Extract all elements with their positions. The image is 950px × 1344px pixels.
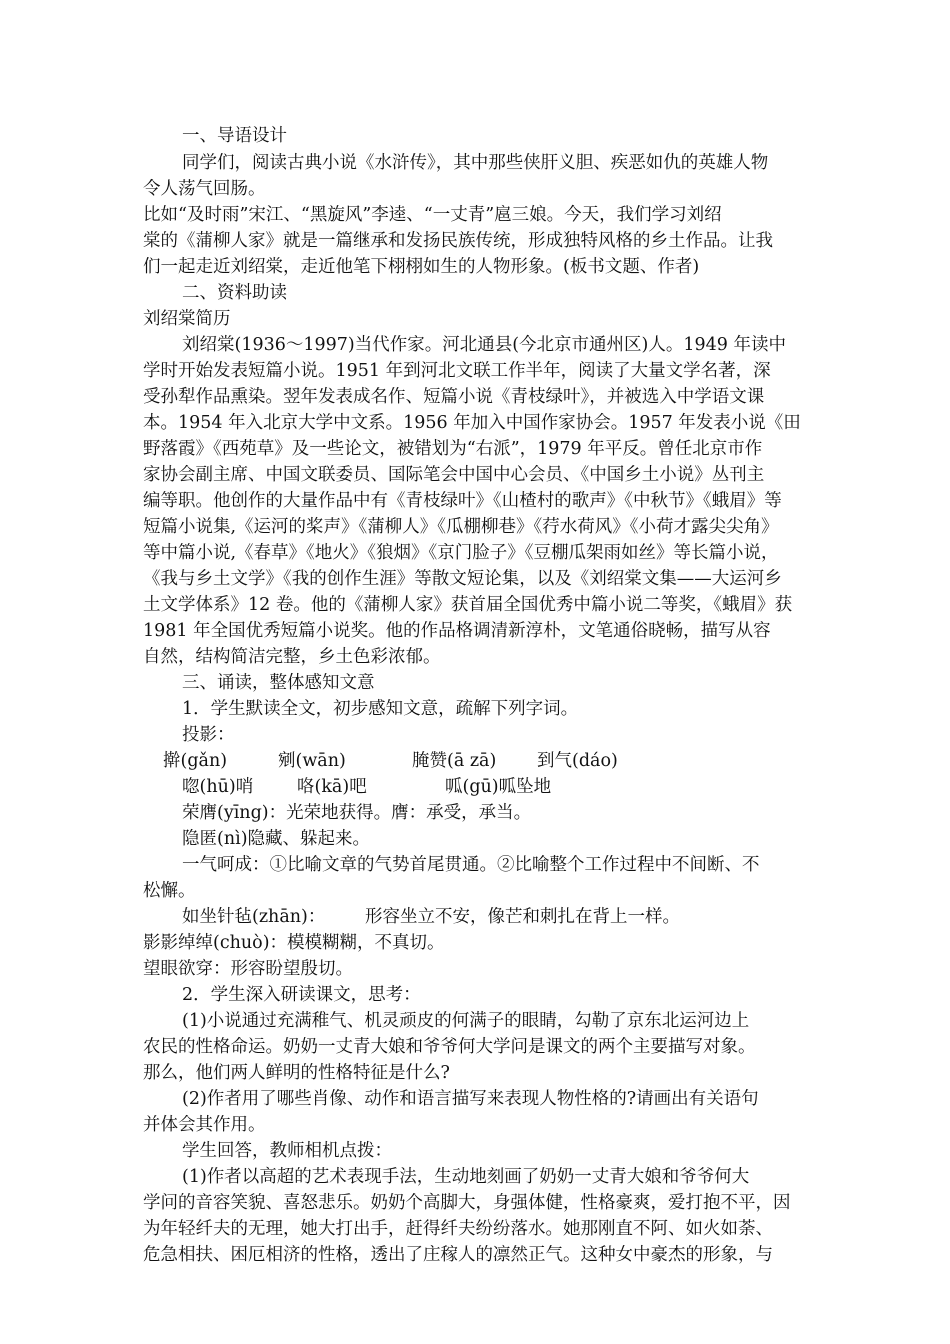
paragraph-line: 棠的《蒲柳人家》就是一篇继承和发扬民族传统，形成独特风格的乡土作品。让我 [143,231,773,251]
bio-line: 1981 年全国优秀短篇小说奖。他的作品格调清新淳朴，文笔通俗晓畅，描写从容 [143,621,771,641]
paragraph-line: 们一起走近刘绍棠，走近他笔下栩栩如生的人物形象。(板书文题、作者) [143,257,700,277]
bio-line: 野落霞》《西苑草》及一些论文，被错划为“右派”，1979 年平反。曾任北京市作 [143,439,763,459]
vocab-word: 咯(kā)吧 [297,777,367,797]
vocab-word: 唿(hū)哨 [182,777,254,797]
section-heading-intro: 一、导语设计 [182,126,287,146]
vocab-word: 到气(dáo) [537,751,618,771]
question-line: 那么，他们两人鲜明的性格特征是什么? [143,1063,450,1083]
question-line: 并体会其作用。 [143,1115,266,1135]
answer-line: (1)作者以高超的艺术表现手法，生动地刻画了奶奶一丈青大娘和爷爷何大 [182,1167,750,1187]
vocab-word: 擀(gǎn) [163,751,228,771]
question-line: (1)小说通过充满稚气、机灵顽皮的何满子的眼睛，勾勒了京东北运河边上 [182,1011,750,1031]
bio-line: 本。1954 年入北京大学中文系。1956 年加入中国作家协会。1957 年发表小说《田 [143,413,801,433]
bio-subheading: 刘绍棠简历 [143,309,231,329]
answer-line: 危急相扶、困厄相济的性格，透出了庄稼人的凛然正气。这种女中豪杰的形象，与 [143,1245,773,1265]
definition-line: 隐匿(nì)隐藏、躲起来。 [182,829,371,849]
paragraph-line: 同学们，阅读古典小说《水浒传》，其中那些侠肝义胆、疾恶如仇的英雄人物 [182,153,769,173]
vocab-word: 腌赞(ā zā) [412,751,497,771]
section-heading-reading: 三、诵读，整体感知文意 [182,673,375,693]
bio-line: 《我与乡土文学》《我的创作生涯》等散文短论集，以及《刘绍棠文集——大运河乡 [143,569,782,589]
bio-line: 家协会副主席、中国文联委员、国际笔会中国中心会员、《中国乡土小说》丛刊主 [143,465,765,485]
vocab-word: 剜(wān) [278,751,346,771]
section-heading-materials: 二、资料助读 [182,283,287,303]
bio-line: 编等职。他创作的大量作品中有《青枝绿叶》《山楂村的歌声》《中秋节》《蛾眉》等 [143,491,782,511]
bio-line: 受孙犁作品熏染。翌年发表成名作、短篇小说《青枝绿叶》，并被选入中学语文课 [143,387,765,407]
bio-line: 等中篇小说,《春草》《地火》《狼烟》《京门脸子》《豆棚瓜架雨如丝》等长篇小说， [143,543,779,563]
answer-line: 学问的音容笑貌、喜怒悲乐。奶奶个高脚大，身强体健，性格豪爽，爱打抱不平，因 [143,1193,791,1213]
definition-term: 如坐针毡(zhān)： [182,907,326,927]
bio-line: 短篇小说集,《运河的桨声》《蒲柳人》《瓜棚柳巷》《荇水荷风》《小荷才露尖尖角》 [143,517,779,537]
answer-line: 为年轻纤夫的无理，她大打出手，赶得纤夫纷纷落水。她那刚直不阿、如火如荼、 [143,1219,773,1239]
answer-intro: 学生回答，教师相机点拨： [182,1141,392,1161]
paragraph-line: 比如“及时雨”宋江、“黑旋风”李逵、“一丈青”扈三娘。今天，我们学习刘绍 [143,205,722,225]
bio-line: 学时开始发表短篇小说。1951 年到河北文联工作半年，阅读了大量文学名著，深 [143,361,771,381]
task-2: 2．学生深入研读课文，思考： [182,985,421,1005]
bio-line: 刘绍棠(1936～1997)当代作家。河北通县(今北京市通州区)人。1949 年读中 [182,335,786,355]
projection-label: 投影： [182,725,235,745]
question-line: (2)作者用了哪些肖像、动作和语言描写来表现人物性格的?请画出有关语句 [182,1089,759,1109]
question-line: 农民的性格命运。奶奶一丈青大娘和爷爷何大学问是课文的两个主要描写对象。 [143,1037,756,1057]
bio-line: 土文学体系》12 卷。他的《蒲柳人家》获首届全国优秀中篇小说二等奖，《蛾眉》获 [143,595,793,615]
vocab-word: 呱(gū)呱坠地 [445,777,552,797]
definition-text: 形容坐立不安，像芒和刺扎在背上一样。 [365,907,680,927]
definition-line: 一气呵成：①比喻文章的气势首尾贯通。②比喻整个工作过程中不间断、不 [182,855,760,875]
paragraph-line: 令人荡气回肠。 [143,179,266,199]
definition-line: 望眼欲穿：形容盼望殷切。 [143,959,353,979]
definition-line: 荣膺(yīng)：光荣地获得。膺：承受，承当。 [182,803,532,823]
definition-line: 松懈。 [143,881,196,901]
bio-line: 自然，结构简洁完整，乡土色彩浓郁。 [143,647,441,667]
task-1: 1．学生默读全文，初步感知文意，疏解下列字词。 [182,699,579,719]
definition-line: 影影绰绰(chuò)：模模糊糊，不真切。 [143,933,445,953]
